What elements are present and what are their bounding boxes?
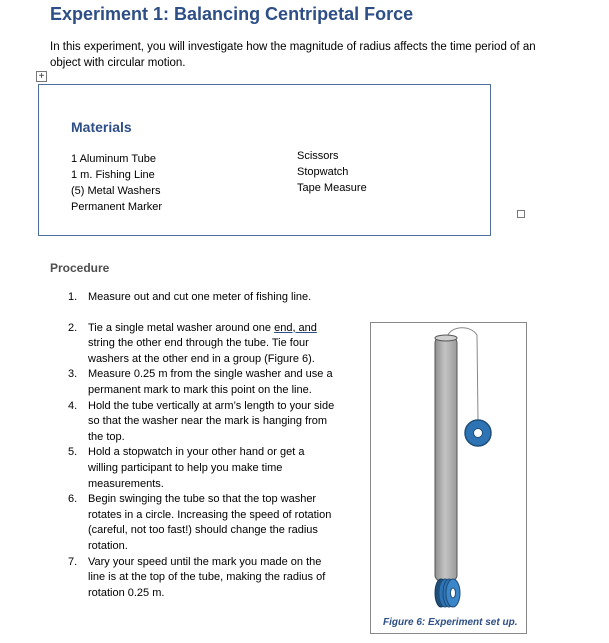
procedure-step: 2. Tie a single metal washer around one end, and string the other end through the tube. Tie four washers at the other end in a group (Figure 6). bbox=[68, 321, 317, 365]
materials-item: 1 Aluminum Tube bbox=[71, 153, 156, 165]
intro-paragraph: In this experiment, you will investigate how the magnitude of radius affects the time period of an object with circular motion. bbox=[50, 41, 536, 69]
materials-item: Permanent Marker bbox=[71, 201, 163, 213]
procedure-step: 6. Begin swinging the tube so that the top washer rotates in a circle. Increasing the speed of rotation (careful, not too fast!) should change the radius rotation. bbox=[68, 493, 332, 552]
procedure-step: 4. Hold the tube vertically at arm’s length to your side so that the washer near the mark is hanging from the top. bbox=[68, 399, 335, 443]
page-title: Experiment 1: Balancing Centripetal Force bbox=[50, 4, 414, 24]
experiment-setup-illustration bbox=[371, 323, 528, 635]
materials-list-right bbox=[297, 148, 367, 196]
washer-group-icon bbox=[435, 579, 460, 607]
materials-item: 1 m. Fishing Line bbox=[71, 169, 155, 181]
materials-list-left bbox=[71, 151, 162, 215]
figure-6-frame[interactable] bbox=[370, 322, 527, 634]
procedure-steps bbox=[68, 290, 336, 601]
figure-caption: Figure 6: Experiment set up. bbox=[383, 617, 518, 628]
materials-item: Tape Measure bbox=[297, 182, 367, 194]
materials-item: (5) Metal Washers bbox=[71, 185, 161, 197]
procedure-step: 7. Vary your speed until the mark you made on the line is at the top of the tube, making the radius of rotation 0.25 m. bbox=[68, 555, 326, 599]
materials-item: Stopwatch bbox=[297, 166, 349, 178]
aluminum-tube bbox=[435, 337, 457, 581]
procedure-step: 5. Hold a stopwatch in your other hand or get a willing participant to help you make time measurements. bbox=[68, 446, 305, 490]
materials-heading: Materials bbox=[71, 119, 132, 135]
resize-handle-icon[interactable] bbox=[517, 210, 525, 218]
materials-item: Scissors bbox=[297, 150, 339, 162]
procedure-step: 1. Measure out and cut one meter of fishing line. bbox=[68, 291, 312, 303]
procedure-heading: Procedure bbox=[50, 261, 110, 275]
procedure-step: 3. Measure 0.25 m from the single washer and use a permanent mark to mark this point on the line. bbox=[68, 368, 333, 396]
single-washer-icon bbox=[465, 420, 491, 446]
materials-text-box[interactable] bbox=[38, 84, 491, 236]
move-handle-icon[interactable]: + bbox=[36, 71, 47, 82]
spellcheck-underline: end, and bbox=[274, 321, 317, 334]
